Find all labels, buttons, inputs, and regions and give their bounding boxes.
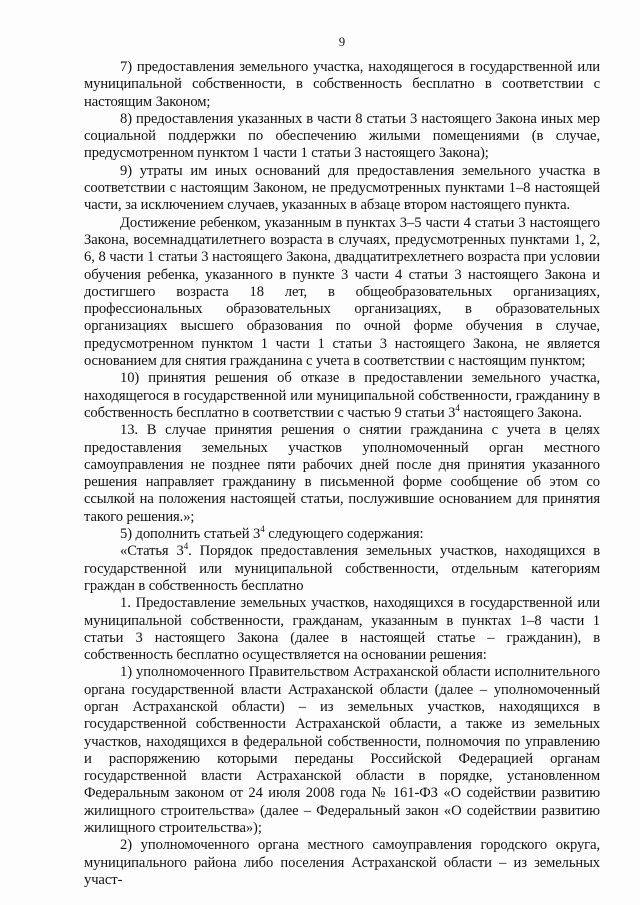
superscript: 4 <box>260 524 265 535</box>
page-number: 9 <box>338 35 346 49</box>
text-segment: настоящего Закона. <box>459 404 582 421</box>
superscript: 4 <box>183 541 189 552</box>
paragraph-subitem-1: 1) уполномоченного Правительством Астраханской области исполнительного органа государственной власти Астраханской области (далее – уполномоченный орган Астраханской области) – из земельных участков, находящихся в государственной собственности Астраханской области, а также из земельных участков, находящихся в федеральной собственности, полномочия по управлению и распоряжению которыми переданы Российской Федерацией органам государственной власти Астраханской области в порядке, установленном Федеральным законом от 24 июля 2008 года № 161-ФЗ «О содействии развитию жилищного строительства» (далее – Федеральный закон «О содействии развитию жилищного строительства»); <box>84 664 600 837</box>
paragraph-item-8: 8) предоставления указанных в части 8 статьи 3 настоящего Закона иных мер социальной поддержки по обеспечению жилыми помещениями (в случае, предусмотренном пунктом 1 части 1 статьи 3 настоящего Закона); <box>84 110 600 162</box>
paragraph-item-10 <box>84 370 600 422</box>
paragraph-part-13: 13. В случае принятия решения о снятии гражданина с учета в целях предоставления земельных участков уполномоченный орган местного самоуправления не позднее пяти рабочих дней после дня принятия указанного решения направляет гражданину в письменной форме сообщение об этом со ссылкой на положения настоящей статьи, послужившие основанием для принятия такого решения.»; <box>84 422 600 525</box>
paragraph-amendment-5 <box>84 526 600 543</box>
text-segment: 5) дополнить статьей 3 <box>120 526 261 543</box>
paragraph-item-9: 9) утраты им иных оснований для предоставления земельного участка в соответствии с настоящим Законом, не предусмотренных пунктами 1–8 настоящей части, за исключением случаев, указанных в абзаце втором настоящего пункта. <box>84 162 600 214</box>
text-segment: 10) принятия решения об отказе в предоставлении земельного участка, находящегося в государственной или муниципальной собственности, гражданину в собственность бесплатно в соответствии с частью 9 статьи 3 <box>84 370 600 421</box>
paragraph-subitem-2: 2) уполномоченного органа местного самоуправления городского округа, муниципального района либо поселения Астраханской области – из земельных участ- <box>84 837 600 888</box>
article-heading <box>84 543 600 595</box>
paragraph-part-1: 1. Предоставление земельных участков, находящихся в государственной или муниципальной собственности, гражданам, указанным в пунктах 1–8 части 1 статьи 3 настоящего Закона (далее в настоящей статье – гражданин), в собственность бесплатно осуществляется на основании решения: <box>84 595 600 664</box>
superscript: 4 <box>455 403 460 414</box>
paragraph-item-7: 7) предоставления земельного участка, находящегося в государственной или муниципальной собственности, в собственность бесплатно в соответствии с настоящим Законом; <box>84 59 600 110</box>
text-segment: . Порядок предоставления земельных участков, находящихся в государственной или муниципальной собственности, отдельным категориям граждан в собственность бесплатно <box>84 543 600 594</box>
paragraph-child-age: Достижение ребенком, указанным в пунктах 3–5 части 4 статьи 3 настоящего Закона, восемнадцатилетнего возраста в случаях, предусмотренных пунктами 1, 2, 6, 8 части 1 статьи 3 настоящего Закона, двадцатитрехлетнего возраста при условии обучения ребенка, указанного в пункте 3 части 4 статьи 3 настоящего Закона и достигшего возраста 18 лет, в общеобразовательных организациях, профессиональных образовательных организациях, в образовательных организациях высшего образования по очной форме обучения в случае, предусмотренном пунктом 1 части 1 статьи 3 настоящего Закона, не является основанием для снятия гражданина с учета в соответствии с настоящим пунктом; <box>84 214 600 370</box>
text-segment: следующего содержания: <box>264 526 424 543</box>
text-segment: «Статья 3 <box>120 543 184 560</box>
